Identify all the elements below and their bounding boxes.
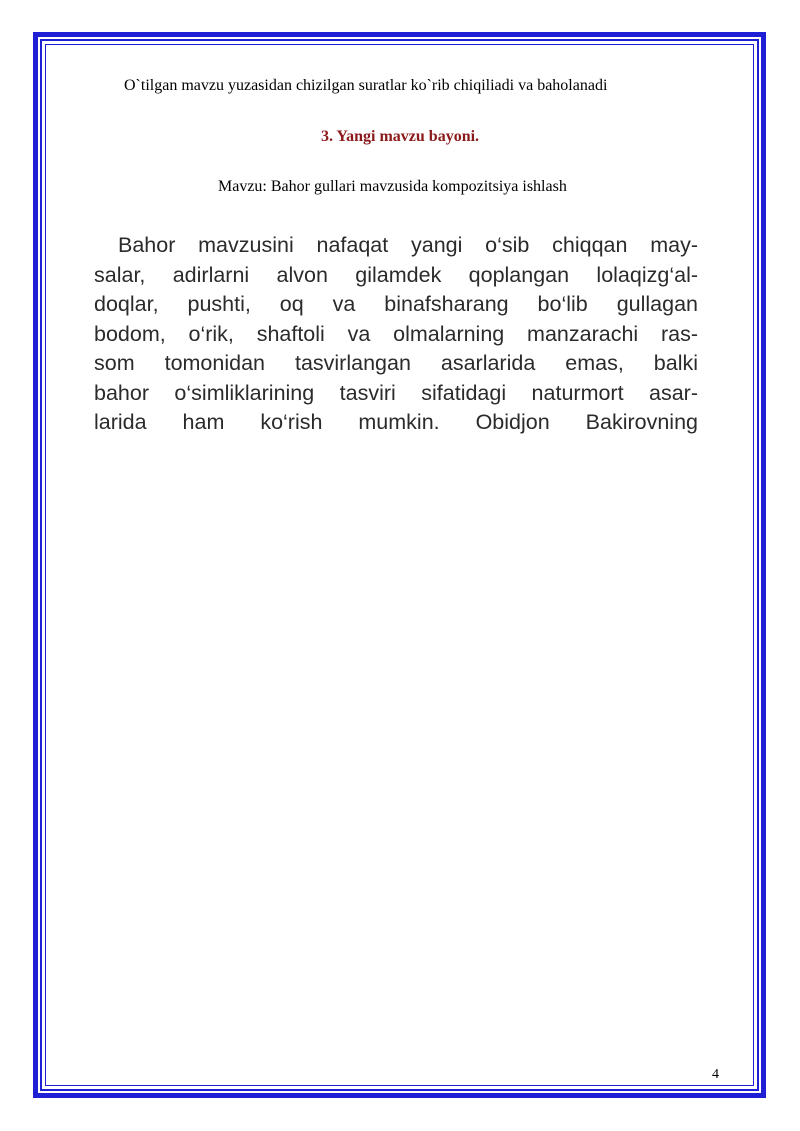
paragraph-line: bodom, o‘rik, shaftoli va olmalarning manzarachi ras- xyxy=(94,321,698,346)
paragraph-line: som tomonidan tasvirlangan asarlarida emas, balki xyxy=(94,351,698,375)
scanned-paragraph xyxy=(94,231,698,438)
paragraph-line: larida ham ko‘rish mumkin. Obidjon Bakirovning xyxy=(94,410,698,434)
page-border-innermost xyxy=(45,44,754,1086)
page-number: 4 xyxy=(712,1067,719,1082)
topic-line: Mavzu: Bahor gullari mavzusida kompozitsiya ishlash xyxy=(218,178,567,195)
section-heading: 3. Yangi mavzu bayoni. xyxy=(320,128,480,145)
intro-text: O`tilgan mavzu yuzasidan chizilgan suratlar ko`rib chiqiliadi va baholanadi xyxy=(124,77,608,94)
paragraph-line: salar, adirlarni alvon gilamdek qoplangan lolaqizg‘al- xyxy=(94,262,698,287)
paragraph-line: bahor o‘simliklarining tasviri sifatidagi naturmort asar- xyxy=(94,380,698,405)
paragraph-line: doqlar, pushti, oq va binafsharang bo‘lib gullagan xyxy=(94,292,698,316)
paragraph-line: Bahor mavzusini nafaqat yangi o‘sib chiqqan may- xyxy=(118,233,698,257)
